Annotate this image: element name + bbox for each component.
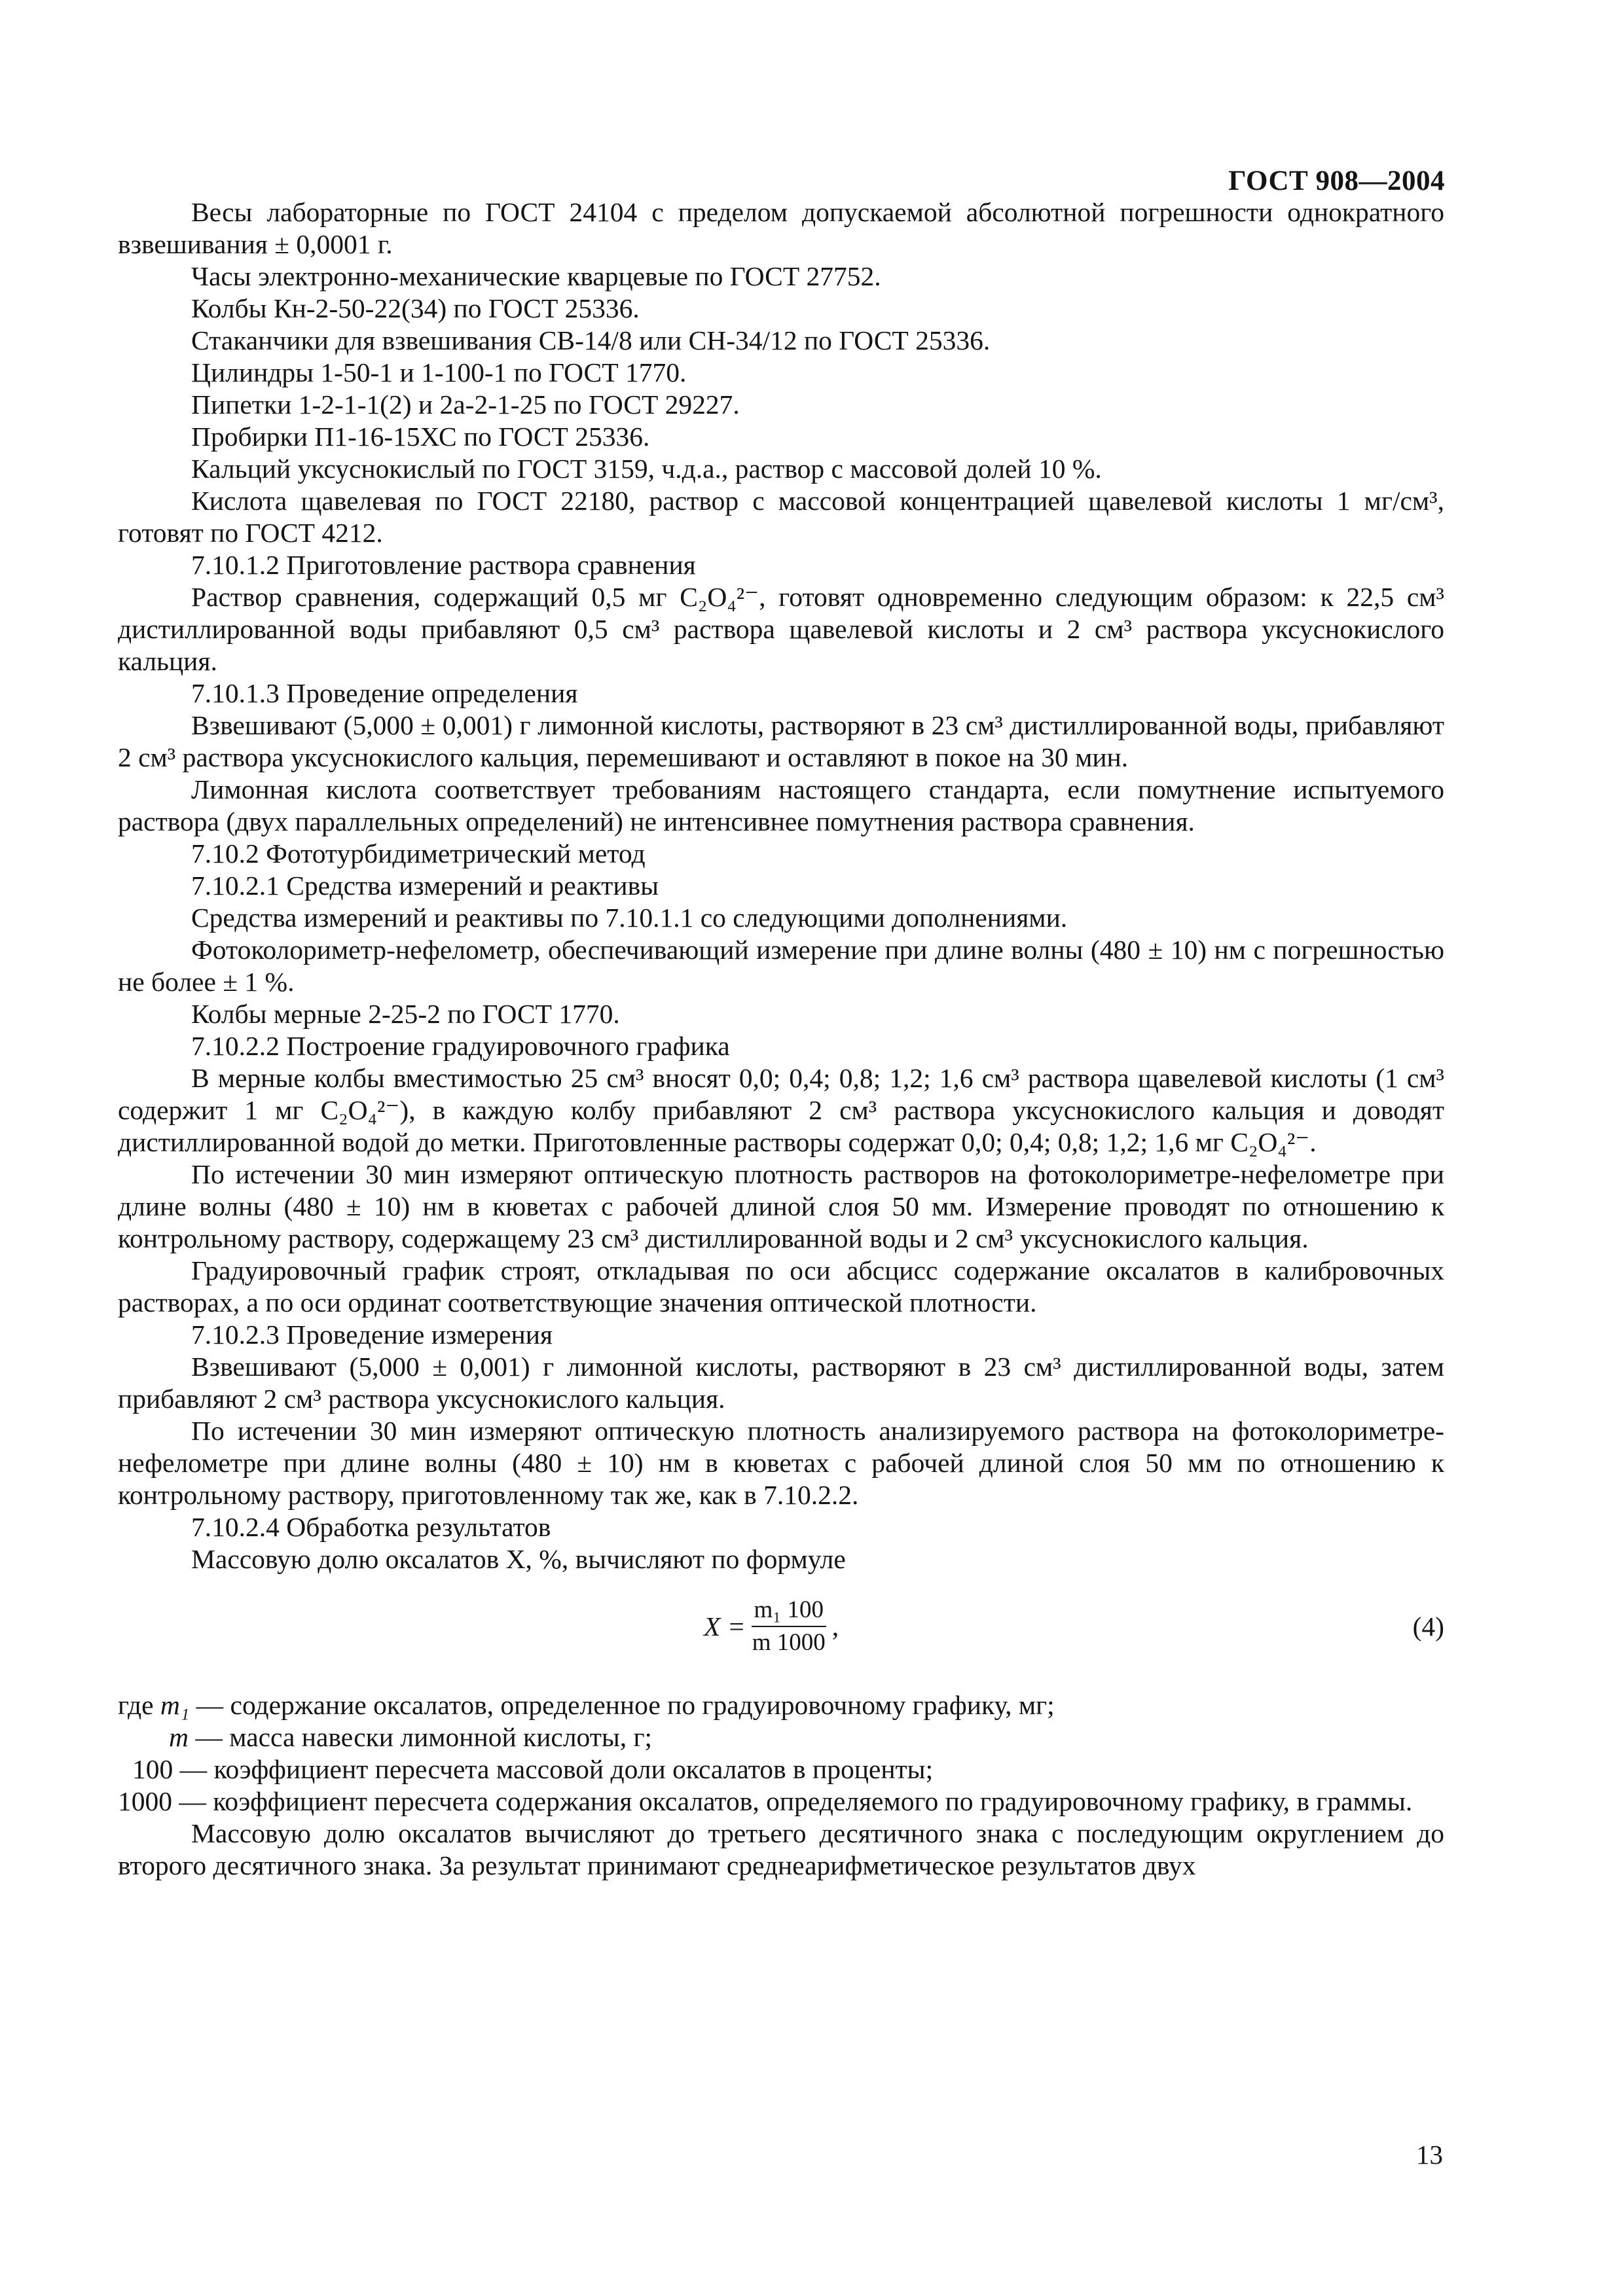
legend-item (118, 1753, 1444, 1785)
legend-text: — коэффициент пересчета содержания оксалатов, определяемого по градуировочному графику, в граммы. (172, 1786, 1413, 1816)
legend-symbol: 100 (132, 1754, 173, 1784)
section-heading: 7.10.1.3 Проведение определения (191, 678, 578, 708)
legend-text: — масса навески лимонной кислоты, г; (188, 1722, 653, 1752)
formula-denominator: m 1000 (752, 1629, 826, 1656)
variable-legend (118, 1689, 1444, 1818)
section-heading: 7.10.2.1 Средства измерений и реактивы (191, 870, 659, 901)
paragraph: Пробирки П1-16-15ХС по ГОСТ 25336. (191, 422, 650, 452)
paragraph: Массовую долю оксалатов вычисляют до третьего десятичного знака с последующим округлением до второго десятичного знака. За результат принимают среднеарифметическое результатов двух (118, 1818, 1444, 1880)
formula-trail: , (831, 1611, 839, 1641)
paragraph: Часы электронно-механические кварцевые по ГОСТ 27752. (191, 261, 881, 291)
legend-item (118, 1721, 1444, 1753)
paragraph: В мерные колбы вместимостью 25 см³ вносят 0,0; 0,4; 0,8; 1,2; 1,6 см³ раствора щавелевой кислоты (1 см³ содержит 1 мг C₂O₄²⁻), в каждую колбу прибавляют 2 см³ раствора уксуснокислого кальция и доводят дистиллированной водой до метки. Приготовленные растворы содержат 0,0; 0,4; 0,8; 1,2; 1,6 мг C₂O₄²⁻. (118, 1063, 1444, 1157)
legend-text: — содержание оксалатов, определенное по градуировочному графику, мг; (189, 1690, 1055, 1720)
section-heading: 7.10.2.3 Проведение измерения (191, 1319, 553, 1350)
paragraph: Раствор сравнения, содержащий 0,5 мг C₂O₄²⁻, готовят одновременно следующим образом: к 22,5 см³ дистиллированной воды прибавляют 0,5 см³ раствора щавелевой кислоты и 2 см³ раствора уксуснокислого кальция. (118, 582, 1444, 676)
paragraph: Цилиндры 1-50-1 и 1-100-1 по ГОСТ 1770. (191, 357, 687, 387)
paragraph: Фотоколориметр-нефелометр, обеспечивающий измерение при длине волны (480 ± 10) нм с погрешностью не более ± 1 %. (118, 935, 1444, 997)
formula-lhs: X = (704, 1611, 746, 1641)
formula-number: (4) (1412, 1611, 1444, 1641)
section-heading: 7.10.2 Фототурбидиметрический метод (191, 838, 646, 869)
paragraph: По истечении 30 мин измеряют оптическую плотность растворов на фотоколориметре-нефелометре при длине волны (480 ± 10) нм в кюветах с рабочей длиной слоя 50 мм. Измерение проводят по отношению к контрольному раствору, содержащему 23 см³ дистиллированной воды и 2 см³ уксуснокислого кальция. (118, 1159, 1444, 1253)
paragraph: Массовую долю оксалатов X, %, вычисляют по формуле (191, 1544, 846, 1574)
paragraph: Колбы мерные 2-25-2 по ГОСТ 1770. (191, 999, 620, 1029)
paragraph: Колбы Кн-2-50-22(34) по ГОСТ 25336. (191, 293, 640, 323)
formula-fraction (750, 1596, 828, 1657)
paragraph: Кальций уксуснокислый по ГОСТ 3159, ч.д.а., раствор с массовой долей 10 %. (191, 454, 1102, 484)
formula-numerator: m₁ 100 (752, 1596, 826, 1627)
legend-symbol: m (169, 1722, 189, 1752)
legend-symbol: m₁ (160, 1690, 190, 1720)
section-heading: 7.10.2.4 Обработка результатов (191, 1512, 551, 1542)
paragraph: Градуировочный график строят, откладывая по оси абсцисс содержание оксалатов в калибровочных растворах, а по оси ординат соответствующие значения оптической плотности. (118, 1255, 1444, 1318)
legend-symbol: 1000 (118, 1786, 172, 1816)
formula (704, 1594, 839, 1659)
paragraph: Стаканчики для взвешивания СВ-14/8 или СН-34/12 по ГОСТ 25336. (191, 325, 991, 355)
legend-text: — коэффициент пересчета массовой доли оксалатов в проценты; (173, 1754, 934, 1784)
page-number: 13 (1416, 2140, 1443, 2170)
paragraph: Кислота щавелевая по ГОСТ 22180, раствор с массовой концентрацией щавелевой кислоты 1 мг/см³, готовят по ГОСТ 4212. (118, 486, 1444, 548)
legend-item (118, 1785, 1444, 1818)
paragraph: Пипетки 1-2-1-1(2) и 2а-2-1-25 по ГОСТ 29227. (191, 389, 740, 420)
paragraph: Лимонная кислота соответствует требованиям настоящего стандарта, если помутнение испытуемого раствора (двух параллельных определений) не интенсивнее помутнения раствора сравнения. (118, 774, 1444, 836)
formula-block (118, 1594, 1444, 1672)
paragraph: Весы лабораторные по ГОСТ 24104 с пределом допускаемой абсолютной погрешности однократного взвешивания ± 0,0001 г. (118, 197, 1444, 259)
paragraph: Взвешивают (5,000 ± 0,001) г лимонной кислоты, растворяют в 23 см³ дистиллированной воды, прибавляют 2 см³ раствора уксуснокислого кальция, перемешивают и оставляют в покое на 30 мин. (118, 710, 1444, 772)
section-heading: 7.10.2.2 Построение градуировочного графика (191, 1031, 730, 1061)
legend-item (118, 1689, 1444, 1721)
paragraph: По истечении 30 мин измеряют оптическую плотность анализируемого раствора на фотоколориметре-нефелометре при длине волны (480 ± 10) нм в кюветах с рабочей длиной слоя 50 мм по отношению к контрольному раствору, приготовленному так же, как в 7.10.2.2. (118, 1416, 1444, 1510)
document-body (118, 196, 1444, 1882)
legend-prefix: где (118, 1690, 160, 1720)
paragraph: Взвешивают (5,000 ± 0,001) г лимонной кислоты, растворяют в 23 см³ дистиллированной воды, затем прибавляют 2 см³ раствора уксуснокислого кальция. (118, 1352, 1444, 1414)
document-header: ГОСТ 908—2004 (1228, 166, 1445, 196)
section-heading: 7.10.1.2 Приготовление раствора сравнения (191, 550, 696, 580)
paragraph: Средства измерений и реактивы по 7.10.1.1 со следующими дополнениями. (191, 903, 1068, 933)
